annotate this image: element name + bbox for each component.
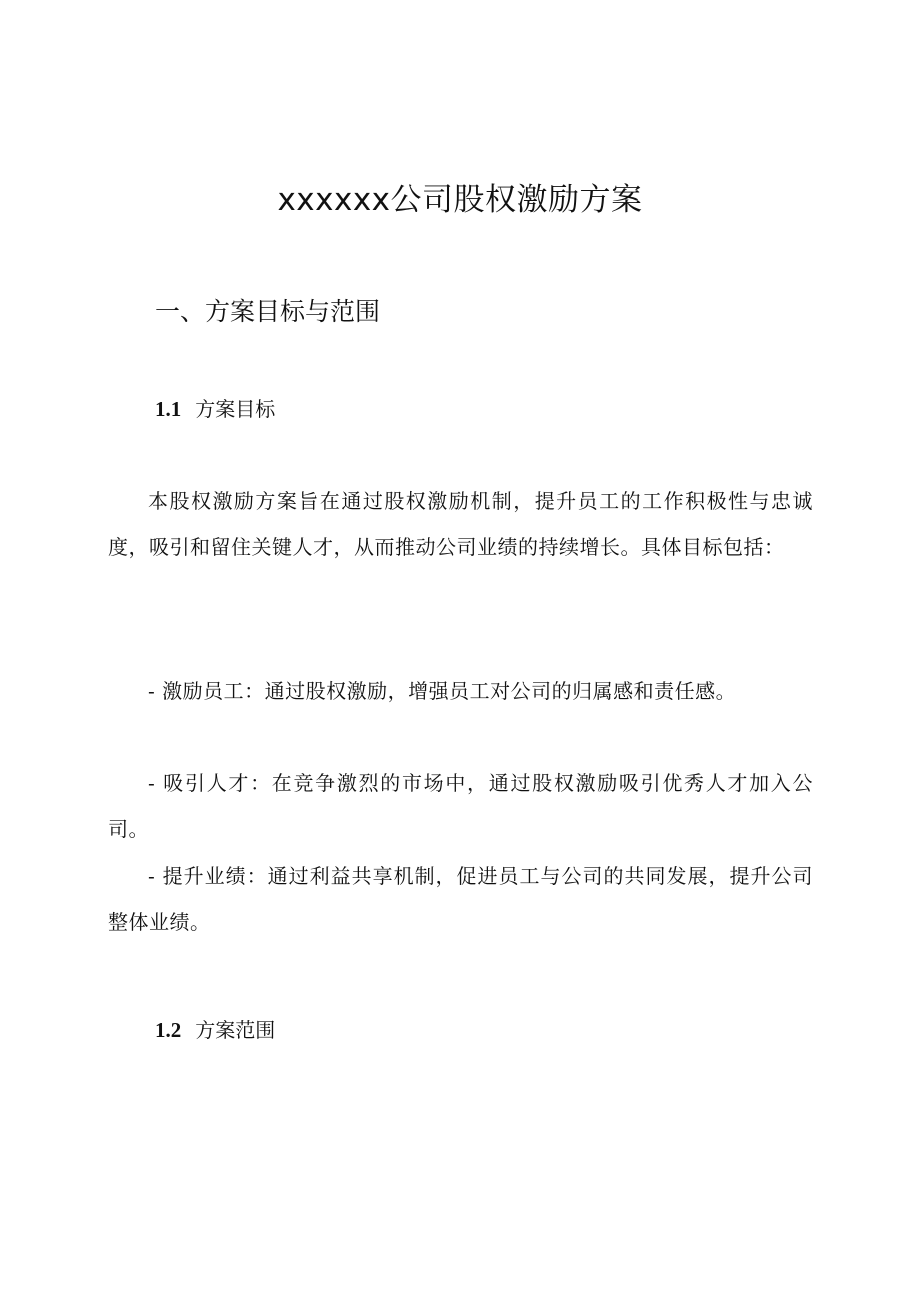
goal-item-motivate: - 激励员工：通过股权激励，增强员工对公司的归属感和责任感。 [148, 679, 737, 703]
goal-item-attract: - 吸引人才：在竞争激烈的市场中，通过股权激励吸引优秀人才加入公司。 [108, 771, 813, 841]
subsection-title: 方案目标 [195, 397, 276, 421]
subsection-number: 1.1 [155, 397, 182, 421]
goal-item-performance: - 提升业绩：通过利益共享机制，促进员工与公司的共同发展，提升公司整体业绩。 [108, 864, 813, 934]
subsection-heading-scope [155, 1014, 275, 1046]
goals-intro-paragraph: 本股权激励方案旨在通过股权激励机制，提升员工的工作积极性与忠诚度，吸引和留住关键人才，从而推动公司业绩的持续增长。具体目标包括： [108, 489, 813, 559]
subsection-heading-goals [155, 393, 275, 425]
document-title: xxxxxx公司股权激励方案 [277, 182, 643, 218]
subsection-number: 1.2 [155, 1018, 182, 1042]
section-heading: 一、方案目标与范围 [155, 297, 381, 326]
subsection-title: 方案范围 [195, 1018, 276, 1042]
